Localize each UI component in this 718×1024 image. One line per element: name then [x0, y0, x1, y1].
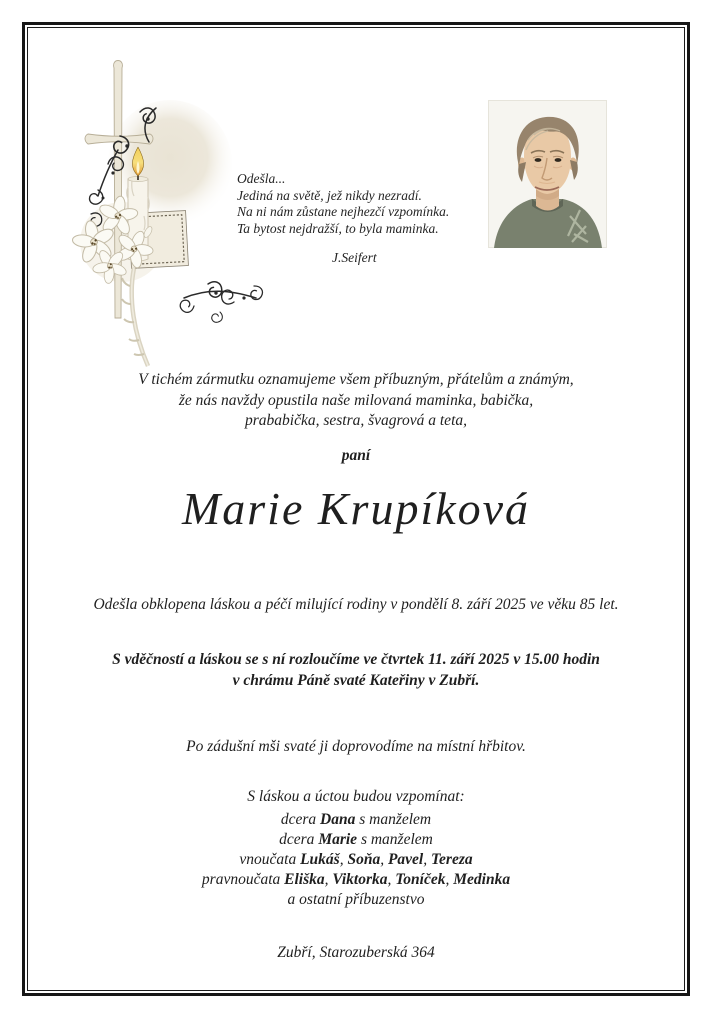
mourner-text: s manželem: [355, 811, 432, 828]
mourners-list: [22, 787, 690, 910]
mourner-name: Medinka: [453, 871, 511, 888]
ceremony-info: [22, 649, 690, 691]
mourner-text: ,: [423, 851, 431, 868]
mourner-line: [22, 850, 690, 870]
mourner-line: [22, 830, 690, 850]
mourner-name: Tereza: [431, 851, 473, 868]
poem-line: Ta bytost nejdražší, to byla maminka.: [237, 220, 439, 236]
ceremony-line: S vděčností a láskou se s ní rozloučíme ve čtvrtek 11. září 2025 v 15.00 hodin: [112, 651, 600, 668]
mourner-text: dcera: [280, 811, 321, 828]
mourner-name: Eliška: [284, 871, 325, 888]
poem-author: J.Seifert: [332, 250, 377, 265]
mourner-text: vnoučata: [239, 851, 301, 868]
poem: [237, 171, 467, 267]
mourner-text: s manželem: [357, 831, 433, 848]
mourner-text: ,: [380, 851, 388, 868]
mourner-text: pravnoučata: [201, 871, 285, 888]
announcement-line: že nás navždy opustila naše milovaná maminka, babička,: [178, 391, 534, 409]
death-info: Odešla obklopena láskou a péčí milující rodiny v pondělí 8. září 2025 ve věku 85 let.: [93, 596, 619, 613]
mourner-text: ,: [445, 871, 454, 888]
mourners-heading: S láskou a úctou budou vzpomínat:: [247, 788, 465, 805]
mourner-text: a ostatní příbuzenstvo: [287, 891, 425, 908]
mourner-line: [22, 870, 690, 890]
mourner-name: Soňa: [347, 851, 381, 868]
ceremony-line: v chrámu Páně svaté Kateřiny v Zubří.: [232, 672, 480, 689]
mourner-name: Lukáš: [300, 851, 340, 868]
poem-line: Jediná na světě, jež nikdy nezradí.: [237, 187, 422, 203]
poem-line: Odešla...: [237, 171, 286, 186]
mourner-text: ,: [324, 871, 333, 888]
announcement-line: V tichém zármutku oznamujeme všem příbuzným, přátelům a známým,: [138, 371, 574, 388]
mourner-line: [22, 890, 690, 910]
salutation: paní: [341, 447, 371, 464]
mourner-name: Viktorka: [332, 871, 388, 888]
mourner-text: dcera: [279, 831, 319, 848]
portrait-photo: [488, 100, 607, 248]
deceased-name: Marie Krupíková: [181, 483, 531, 534]
mourner-line: [22, 810, 690, 830]
mourner-name: Pavel: [387, 851, 424, 868]
address: Zubří, Starozuberská 364: [277, 944, 435, 961]
mourner-text: ,: [387, 871, 396, 888]
mourner-name: Toníček: [395, 871, 446, 888]
mourner-name: Marie: [318, 831, 358, 848]
mourner-name: Dana: [320, 811, 356, 828]
poem-line: Na ni nám zůstane nejhezčí vzpomínka.: [237, 204, 450, 219]
burial-info: Po zádušní mši svaté ji doprovodíme na místní hřbitov.: [186, 738, 526, 755]
mourner-text: ,: [339, 851, 348, 868]
announcement-line: prababička, sestra, švagrová a teta,: [245, 412, 467, 429]
announcement-text: [22, 370, 690, 432]
filigree-swirl-right-icon: [178, 280, 264, 325]
stem-icon: [122, 268, 148, 366]
